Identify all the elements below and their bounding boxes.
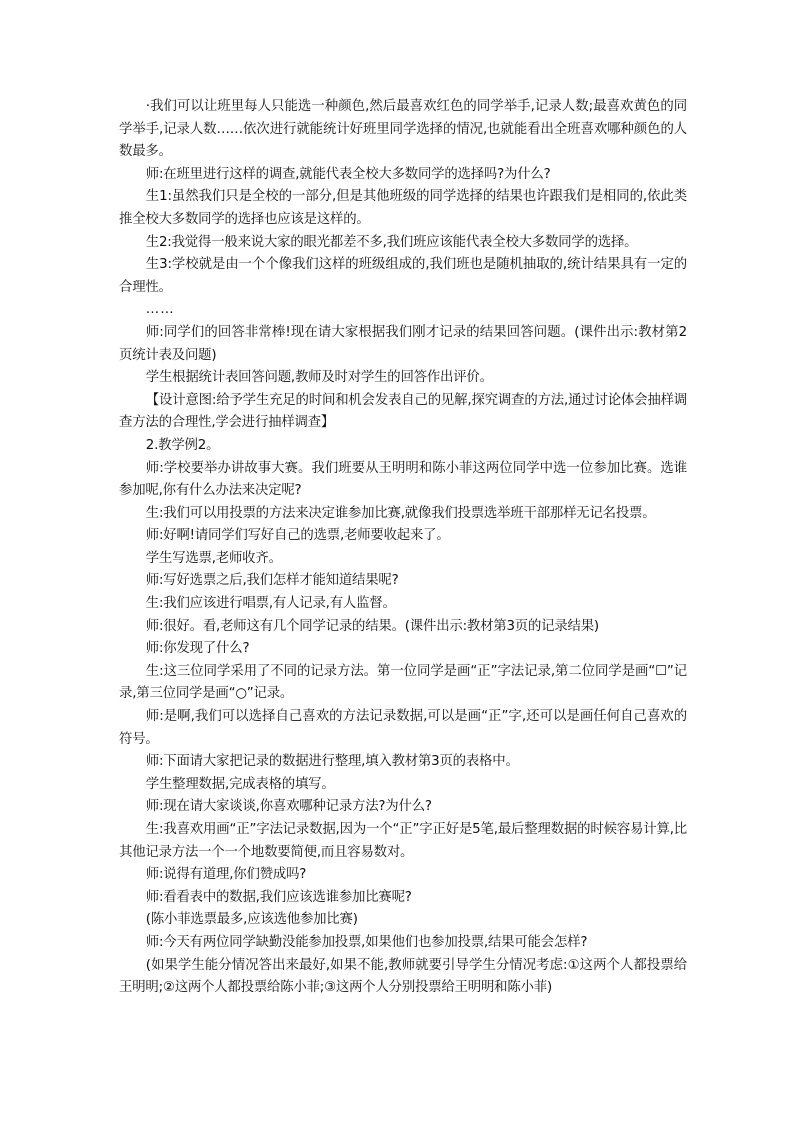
paragraph: (陈小菲选票最多,应该选他参加比赛) [145,912,358,928]
paragraph: 师:在班里进行这样的调查,就能代表全校大多数同学的选择吗?为什么? [145,166,551,182]
paragraph: 生3:学校就是由一个个像我们这样的班级组成的,我们班也是随机抽取的,统计结果具有一定的合理性。 [119,257,687,295]
paragraph: 师:你发现了什么? [145,641,250,657]
paragraph: 师:看看表中的数据,我们应该选谁参加比赛呢? [145,889,412,905]
paragraph: 生:我喜欢用画“正”字法记录数据,因为一个“正”字正好是5笔,最后整理数据的时候容易计算,比其他记录方法一个一个地数要简便,而且容易数对。 [119,822,687,860]
document-body [119,96,687,1000]
design-intent-paragraph: 【设计意图:给予学生充足的时间和机会发表自己的见解,探究调查的方法,通过讨论体会抽样调查方法的合理性,学会进行抽样调查】 [119,392,687,431]
paragraph: 学生整理数据,完成表格的填写。 [145,776,335,792]
paragraph: 生:我们应该进行唱票,有人记录,有人监督。 [145,596,396,612]
paragraph: 师:学校要举办讲故事大赛。我们班要从王明明和陈小菲这两位同学中选一位参加比赛。选谁参加呢,你有什么办法来决定呢? [119,460,687,499]
paragraph: 生:我们可以用投票的方法来决定谁参加比赛,就像我们投票选举班干部那样无记名投票。 [145,505,656,521]
paragraph: 学生写选票,老师收齐。 [145,550,282,566]
paragraph: 师:好啊!请同学们写好自己的选票,老师要收起来了。 [145,528,450,544]
paragraph: 师:今天有两位同学缺勤没能参加投票,如果他们也参加投票,结果可能会怎样? [145,934,588,950]
paragraph: 师:现在请大家谈谈,你喜欢哪种记录方法?为什么? [145,799,432,815]
paragraph: 师:很好。看,老师这有几个同学记录的结果。(课件出示:教材第3页的记录结果) [145,618,599,634]
paragraph: 师:同学们的回答非常棒!现在请大家根据我们刚才记录的结果回答问题。(课件出示:教材第2页统计表及问题) [119,324,687,363]
paragraph: 生1:虽然我们只是全校的一部分,但是其他班级的同学选择的结果也许跟我们是相同的,依此类推全校大多数同学的选择也应该是这样的。 [119,189,687,227]
paragraph: 师:说得有道理,你们赞成吗? [145,867,307,883]
section-heading: 2.教学例2。 [145,437,220,453]
paragraph: 生2:我觉得一般来说大家的眼光都差不多,我们班应该能代表全校大多数同学的选择。 [145,234,638,250]
paragraph: 师:写好选票之后,我们怎样才能知道结果呢? [145,573,399,589]
paragraph: 师:下面请大家把记录的数据进行整理,填入教材第3页的表格中。 [145,754,519,770]
ellipsis-paragraph: …… [145,302,175,318]
paragraph: (如果学生能分情况答出来最好,如果不能,教师就要引导学生分情况考虑:①这两个人都投票给王明明;②这两个人都投票给陈小菲;③这两个人分别投票给王明明和陈小菲) [119,957,687,996]
paragraph: 师:是啊,我们可以选择自己喜欢的方法记录数据,可以是画“正”字,还可以是画任何自己喜欢的符号。 [119,709,687,747]
paragraph: 生:这三位同学采用了不同的记录方法。第一位同学是画“正”字法记录,第二位同学是画“☐”记录,第三位同学是画“○”记录。 [119,663,687,702]
paragraph: 学生根据统计表回答问题,教师及时对学生的回答作出评价。 [145,370,493,386]
paragraph: ·我们可以让班里每人只能选一种颜色,然后最喜欢红色的同学举手,记录人数;最喜欢黄色的同学举手,记录人数……依次进行就能统计好班里同学选择的情况,也就能看出全班喜欢哪种颜色的人数最多。 [119,99,687,160]
